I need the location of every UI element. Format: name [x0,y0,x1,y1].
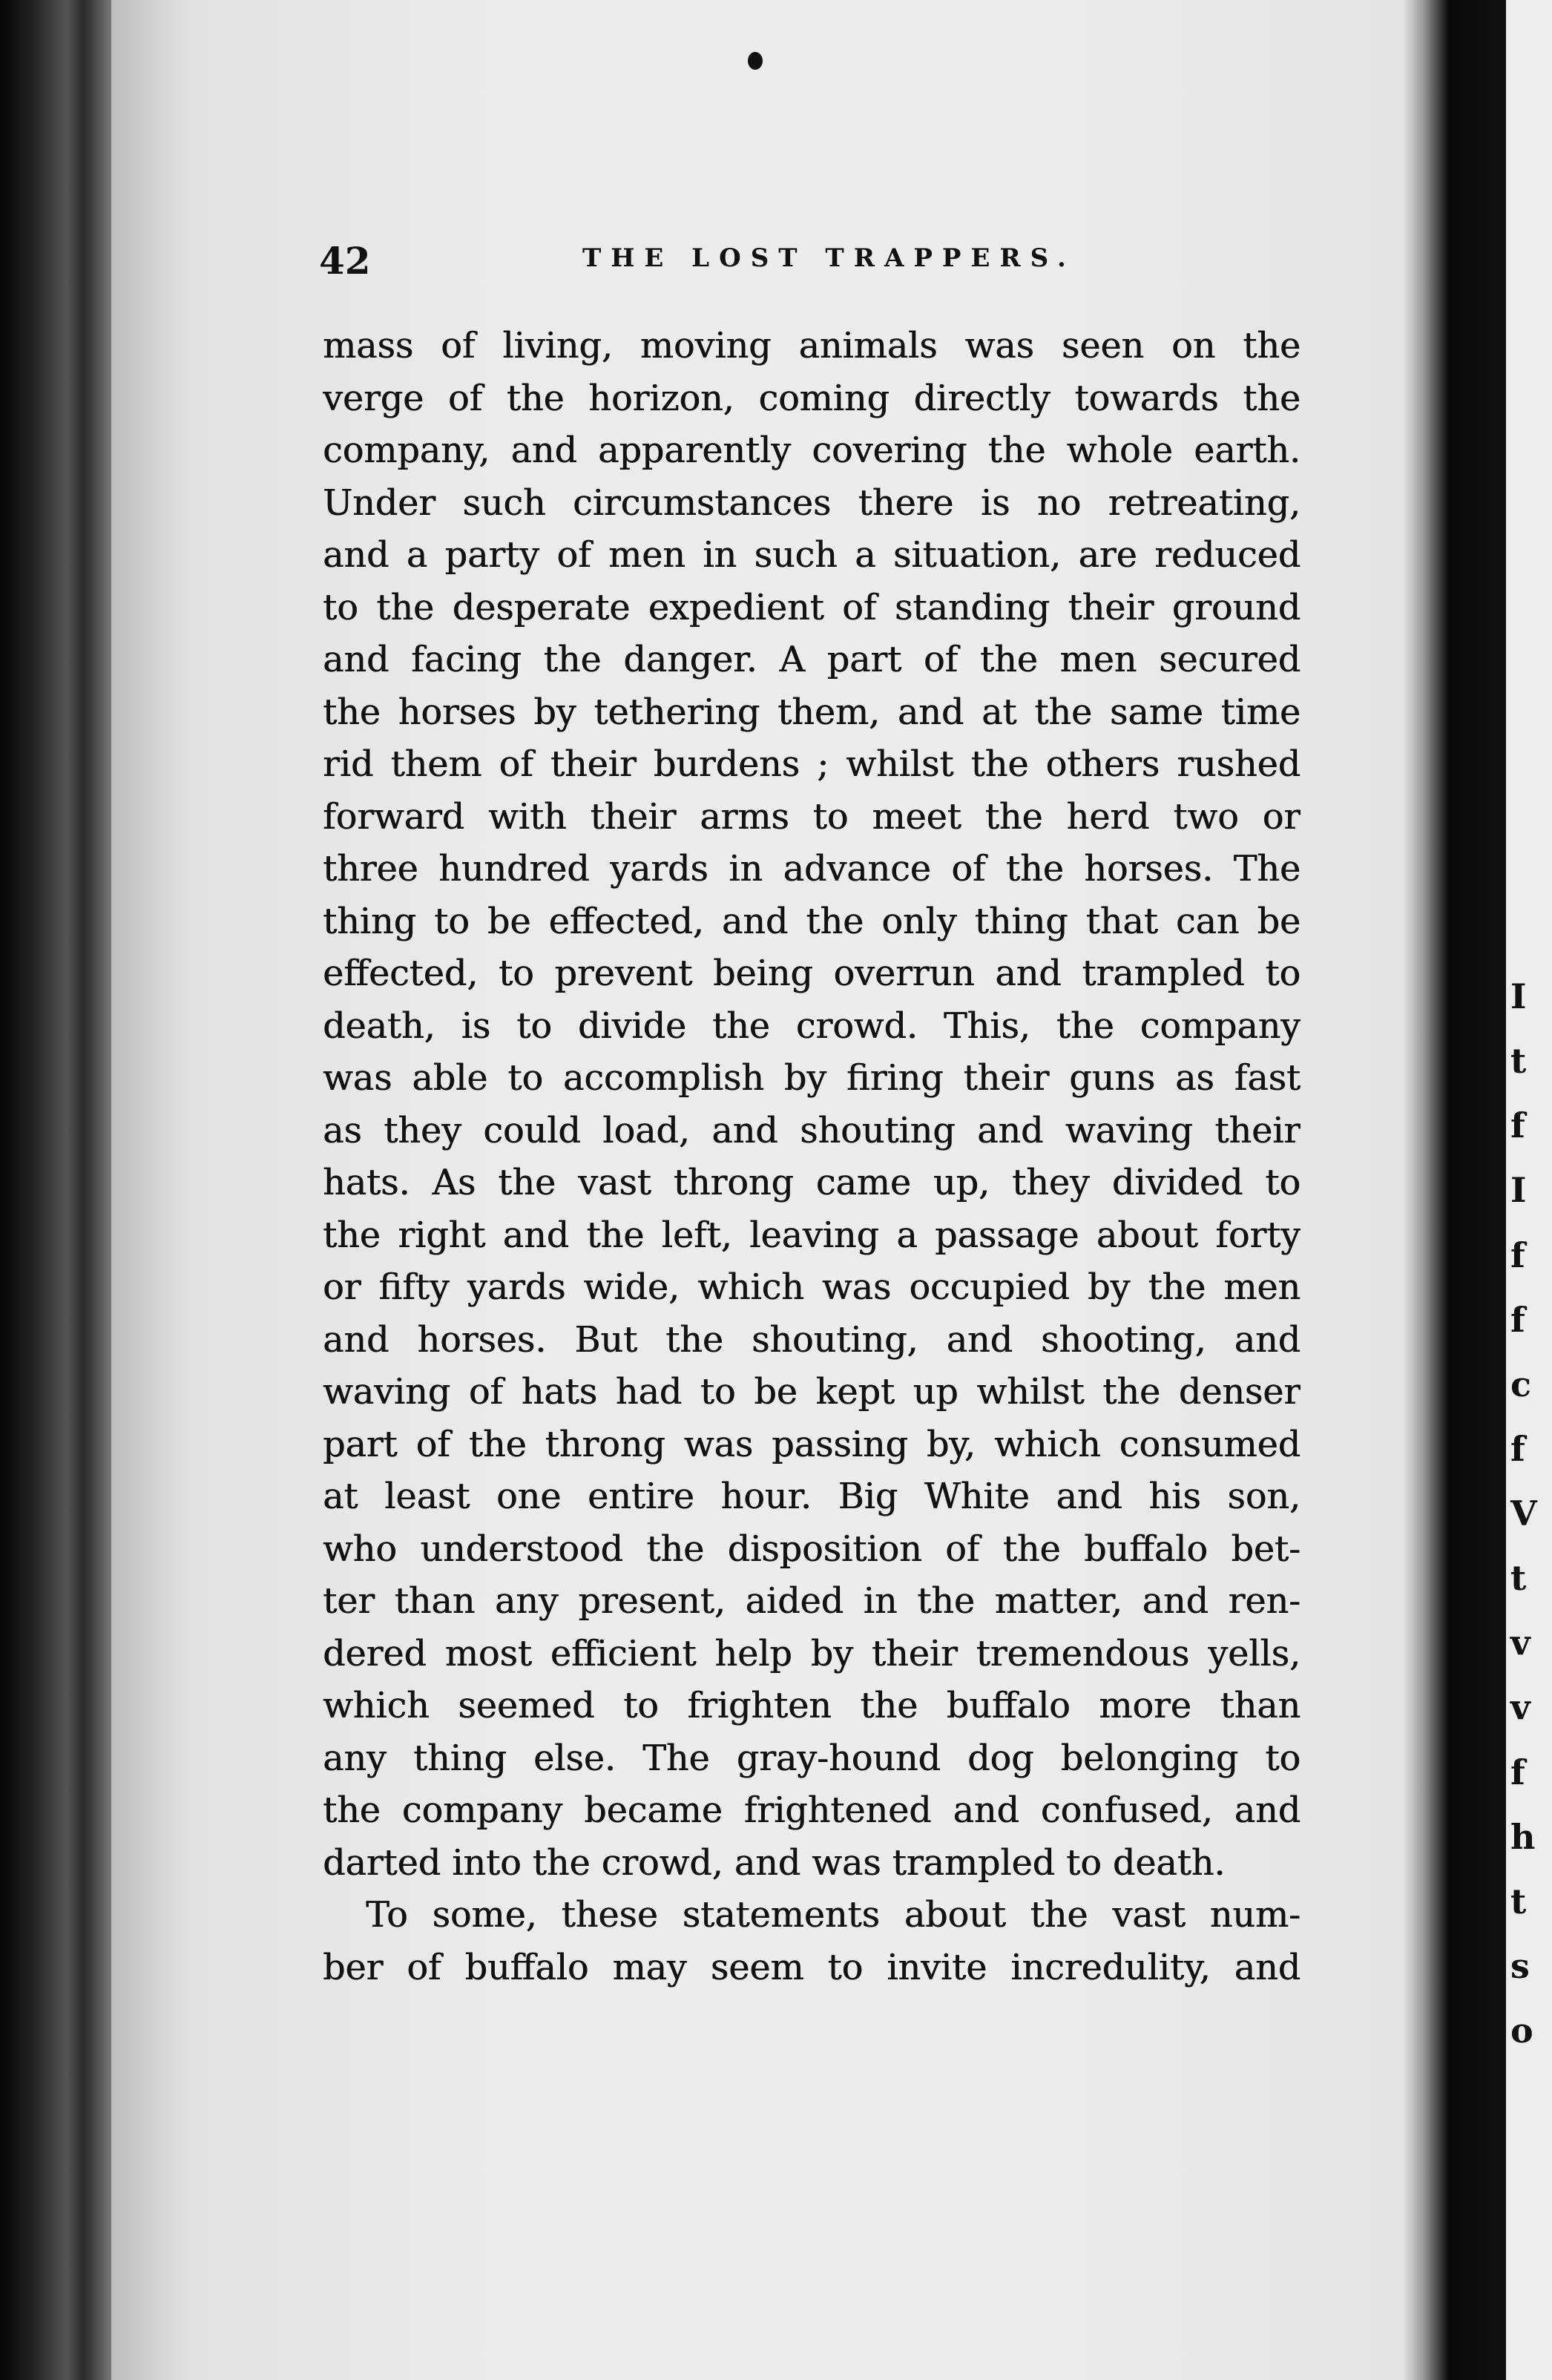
text-line: waving of hats had to be kept up whilst the denser [323,1372,1301,1413]
bleed-char: h [1510,1816,1536,1857]
paragraph-start-line: To some, these statements about the vast num- [366,1895,1301,1936]
bleed-char: f [1510,1752,1525,1792]
bleed-char: V [1510,1493,1537,1533]
ink-speck [748,52,763,70]
text-line: Under such circumstances there is no retreating, [323,482,1301,524]
text-line: dered most efficient help by their tremendous yells, [323,1633,1301,1674]
book-gutter-shadow [1402,0,1506,2380]
text-line: the right and the left, leaving a passage about forty [323,1214,1301,1256]
running-title: THE LOST TRAPPERS. [582,243,1076,273]
bleed-char: c [1510,1364,1532,1404]
text-line: ber of buffalo may seem to invite incredulity, and [323,1947,1301,1988]
bleed-char: s [1510,1945,1530,1986]
text-line: to the desperate expedient of standing their ground [323,587,1301,628]
text-line: which seemed to frighten the buffalo more than [323,1686,1301,1726]
text-line: any thing else. The gray-hound dog belonging to [323,1738,1301,1779]
text-line: hats. As the vast throng came up, they divided to [323,1163,1301,1203]
text-line: and facing the danger. A part of the men secured [323,640,1301,680]
text-line: the company became frightened and confused, and [323,1790,1301,1831]
bleed-char: v [1510,1623,1530,1663]
bleed-char: t [1510,1558,1527,1599]
body-text [323,320,1301,1994]
bleed-char: f [1510,1235,1525,1275]
text-line: the horses by tethering them, and at the same time [323,691,1301,733]
text-line: at least one entire hour. Big White and his son, [323,1476,1301,1517]
bleed-char: f [1510,1105,1525,1146]
text-line: ter than any present, aided in the matter, and ren- [323,1581,1301,1622]
text-line: was able to accomplish by firing their guns as fast [323,1058,1301,1099]
text-line: rid them of their burdens ; whilst the others rushed [323,744,1301,785]
bleed-char: I [1510,976,1527,1016]
text-line: forward with their arms to meet the herd two or [323,796,1301,838]
book-binding-shadow [0,0,111,2380]
text-line: and horses. But the shouting, and shooting, and [323,1319,1301,1361]
bleed-char: f [1510,1299,1525,1340]
text-line: part of the throng was passing by, which consumed [323,1424,1301,1465]
bleed-char: v [1510,1687,1530,1728]
text-line: three hundred yards in advance of the horses. The [323,849,1301,890]
text-line: company, and apparently covering the whole earth. [323,430,1301,471]
text-line: and a party of men in such a situation, are reduced [323,535,1301,576]
text-line: or fifty yards wide, which was occupied by the men [323,1267,1301,1308]
bleed-char: I [1510,1170,1527,1211]
text-line: as they could load, and shouting and waving their [323,1110,1301,1151]
page-header [319,239,1358,291]
text-line: mass of living, moving animals was seen on the [323,326,1301,366]
text-line: death, is to divide the crowd. This, the company [323,1005,1301,1047]
text-line: verge of the horizon, coming directly towards the [323,378,1301,419]
text-line: effected, to prevent being overrun and trampled to [323,953,1301,994]
next-page-edge [1506,0,1552,2380]
next-page-letters [1510,976,1552,2051]
bleed-char: t [1510,1881,1527,1922]
text-line: thing to be effected, and the only thing that can be [323,901,1301,942]
bleed-char: f [1510,1428,1525,1469]
bleed-char: t [1510,1041,1527,1082]
text-line: who understood the disposition of the buffalo bet- [323,1528,1301,1570]
text-line: darted into the crowd, and was trampled to death. [323,1842,1226,1884]
bleed-char: o [1510,2011,1533,2051]
page-number: 42 [319,239,371,283]
